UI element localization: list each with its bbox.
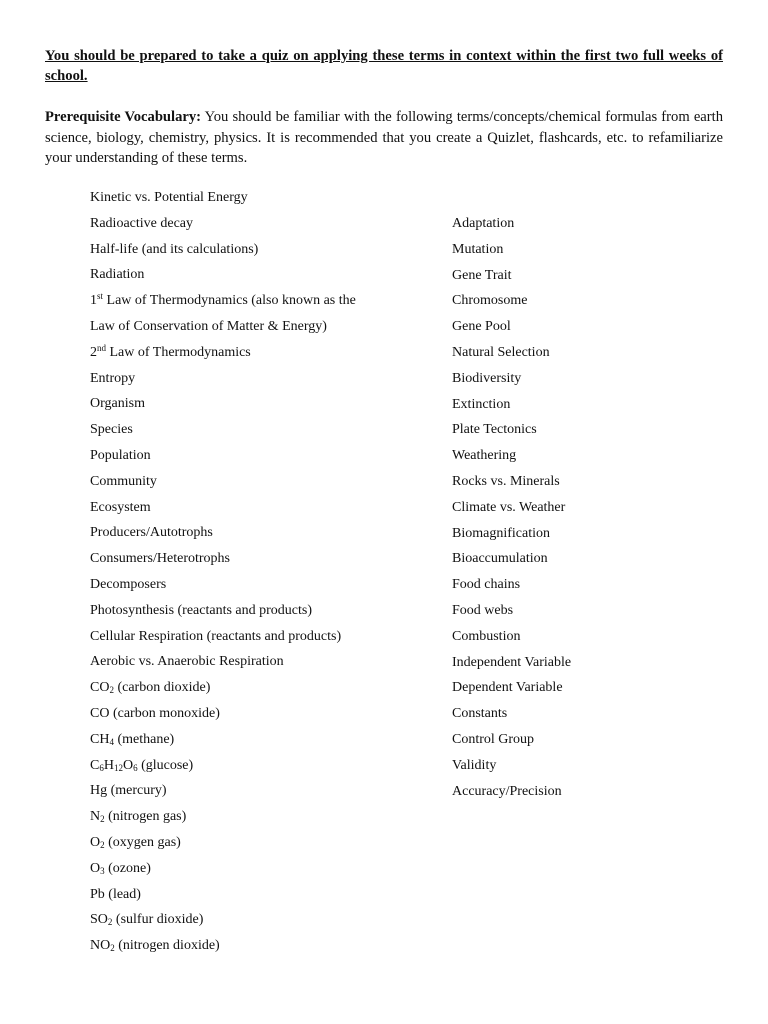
right-term-list bbox=[452, 214, 571, 807]
vocab-term: Rocks vs. Minerals bbox=[452, 473, 560, 489]
vocab-term: Law of Conservation of Matter & Energy) bbox=[90, 318, 327, 334]
vocab-term: Radiation bbox=[90, 267, 145, 283]
vocab-term: $O_3$ (ozone) bbox=[90, 860, 151, 876]
vocab-term: 2nd Law of Thermodynamics bbox=[90, 342, 251, 360]
vocab-term: $NO_2$ (nitrogen dioxide) bbox=[90, 938, 220, 954]
vocab-term: Cellular Respiration (reactants and products) bbox=[90, 628, 342, 644]
vocab-term: Population bbox=[90, 447, 151, 463]
intro-paragraph bbox=[45, 107, 723, 169]
vocab-term: Ecosystem bbox=[90, 499, 151, 515]
quiz-notice: You should be prepared to take a quiz on applying these terms in context within the first two full weeks of school. bbox=[45, 48, 723, 84]
vocab-term: $SO_2$ (sulfur dioxide) bbox=[90, 912, 204, 928]
vocab-term: Organism bbox=[90, 396, 145, 412]
vocab-term: Weathering bbox=[452, 448, 517, 464]
vocab-term: Validity bbox=[452, 757, 497, 773]
vocab-term: Food chains bbox=[452, 577, 521, 593]
vocab-term: Consumers/Heterotrophs bbox=[90, 551, 230, 567]
vocab-term: Plate Tectonics bbox=[452, 422, 537, 438]
vocab-term: Natural Selection bbox=[452, 344, 550, 360]
vocab-term: Half-life (and its calculations) bbox=[90, 241, 259, 257]
vocab-term: CO (carbon monoxide) bbox=[90, 705, 220, 721]
intro-text: You should be familiar with the following terms/concepts/chemical formulas from earth science, biology, chemistry, physics. It is recommended that you create a Quizlet, flashcards, etc. to refamiliarize your understanding of these terms. bbox=[45, 109, 723, 166]
vocab-term: $C_6H_{12}O_6$ (glucose) bbox=[90, 757, 194, 773]
vocab-term: Food webs bbox=[452, 602, 514, 618]
vocab-term: Extinction bbox=[452, 396, 511, 412]
left-term-list bbox=[90, 188, 356, 962]
vocab-term: Radioactive decay bbox=[90, 215, 194, 231]
vocab-term: Control Group bbox=[452, 731, 535, 747]
vocab-term: Photosynthesis (reactants and products) bbox=[90, 602, 313, 618]
vocab-term: Dependent Variable bbox=[452, 680, 563, 696]
vocab-term: Aerobic vs. Anaerobic Respiration bbox=[90, 654, 284, 670]
vocab-term: $CH_4$ (methane) bbox=[90, 731, 175, 747]
vocab-term: Hg (mercury) bbox=[90, 783, 167, 799]
vocab-term: Climate vs. Weather bbox=[452, 499, 566, 515]
vocab-term: Kinetic vs. Potential Energy bbox=[90, 190, 248, 205]
vocab-term: Bioaccumulation bbox=[452, 551, 548, 567]
vocab-term: Chromosome bbox=[452, 293, 528, 309]
vocab-term: Independent Variable bbox=[452, 654, 572, 670]
vocab-term: $CO_2$ (carbon dioxide) bbox=[90, 680, 211, 696]
vocab-term: $N_2$ (nitrogen gas) bbox=[90, 809, 187, 825]
vocab-term: Gene Pool bbox=[452, 319, 511, 335]
vocab-term: Pb (lead) bbox=[90, 886, 141, 902]
vocab-term: Decomposers bbox=[90, 576, 167, 592]
vocab-term: Entropy bbox=[90, 370, 136, 386]
vocab-term: Biodiversity bbox=[452, 370, 522, 386]
vocab-term: 1st Law of Thermodynamics (also known as the bbox=[90, 291, 356, 309]
vocab-term: Species bbox=[90, 422, 133, 438]
vocab-term: Accuracy/Precision bbox=[452, 783, 562, 799]
vocab-term: Gene Trait bbox=[452, 267, 512, 283]
intro-heading: Prerequisite Vocabulary: bbox=[45, 109, 202, 125]
vocab-term: Community bbox=[90, 473, 157, 489]
vocab-term: Adaptation bbox=[452, 216, 515, 231]
vocab-term: $O_2$ (oxygen gas) bbox=[90, 834, 181, 850]
vocab-term: Mutation bbox=[452, 241, 504, 257]
vocab-term: Combustion bbox=[452, 628, 521, 644]
vocab-term: Biomagnification bbox=[452, 525, 550, 541]
vocab-term: Constants bbox=[452, 706, 508, 722]
vocab-term: Producers/Autotrophs bbox=[90, 525, 213, 541]
